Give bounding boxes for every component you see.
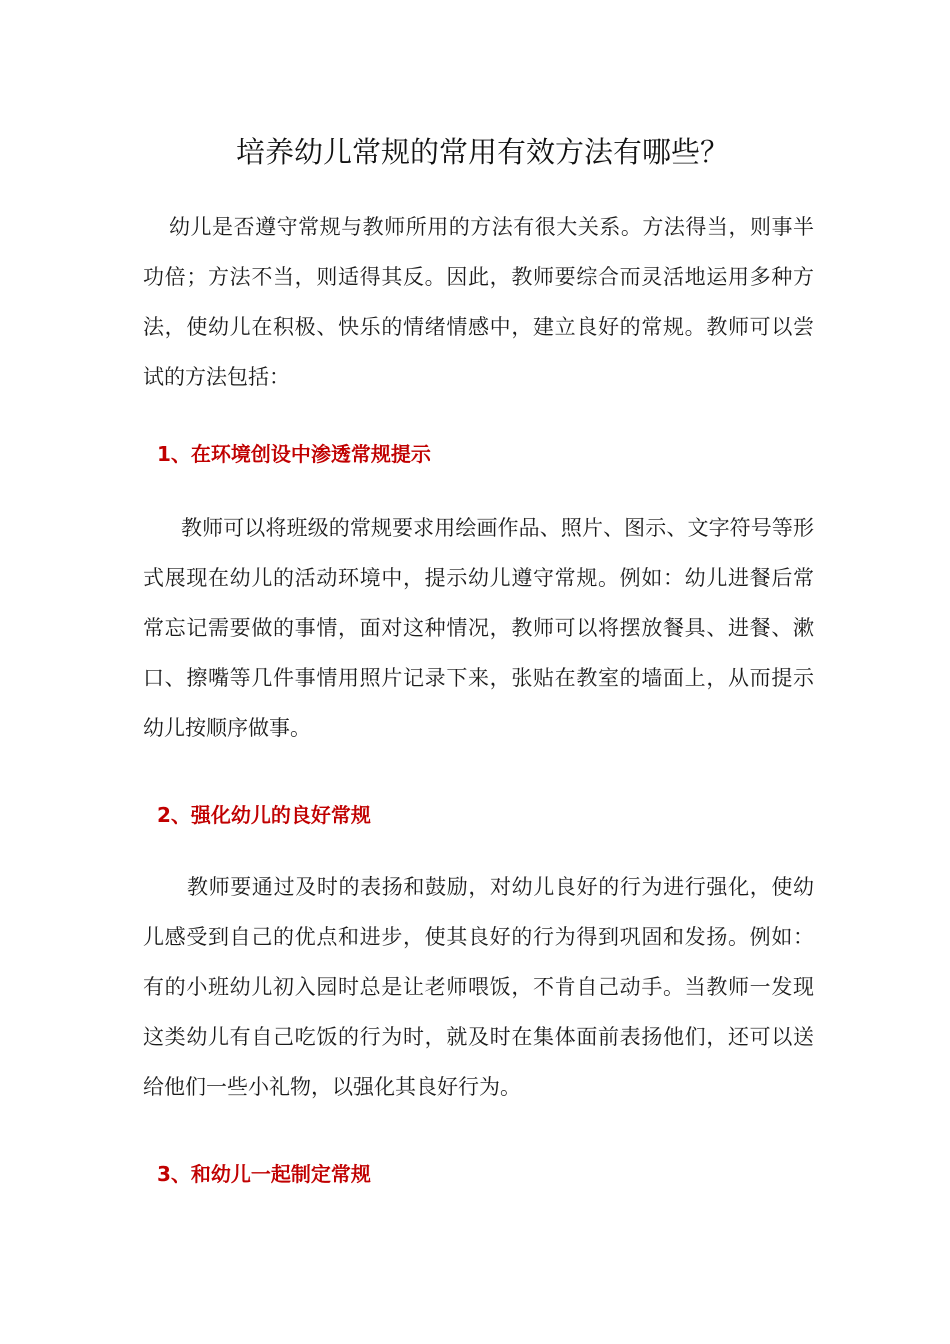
intro-paragraph: 幼儿是否遵守常规与教师所用的方法有很大关系。方法得当，则事半功倍；方法不当，则适得其反。因此，教师要综合而灵活地运用多种方法，使幼儿在积极、快乐的情绪情感中，建立良好的常规。教师可以尝试的方法包括： [143, 215, 814, 389]
page-title: 培养幼儿常规的常用有效方法有哪些？ [235, 135, 729, 169]
section-heading-3: 3、和幼儿一起制定常规 [157, 1162, 371, 1186]
section-heading-1: 1、在环境创设中渗透常规提示 [157, 442, 431, 466]
section-body-1: 教师可以将班级的常规要求用绘画作品、照片、图示、文字符号等形式展现在幼儿的活动环境中，提示幼儿遵守常规。例如：幼儿进餐后常常忘记需要做的事情，面对这种情况，教师可以将摆放餐具、进餐、漱口、擦嘴等几件事情用照片记录下来，张贴在教室的墙面上，从而提示幼儿按顺序做事。 [143, 516, 814, 740]
section-heading-2: 2、强化幼儿的良好常规 [157, 803, 371, 827]
section-body-2: 教师要通过及时的表扬和鼓励，对幼儿良好的行为进行强化，使幼儿感受到自己的优点和进步，使其良好的行为得到巩固和发扬。例如：有的小班幼儿初入园时总是让老师喂饭，不肯自己动手。当教师一发现这类幼儿有自己吃饭的行为时，就及时在集体面前表扬他们，还可以送给他们一些小礼物，以强化其良好行为。 [143, 875, 814, 1099]
